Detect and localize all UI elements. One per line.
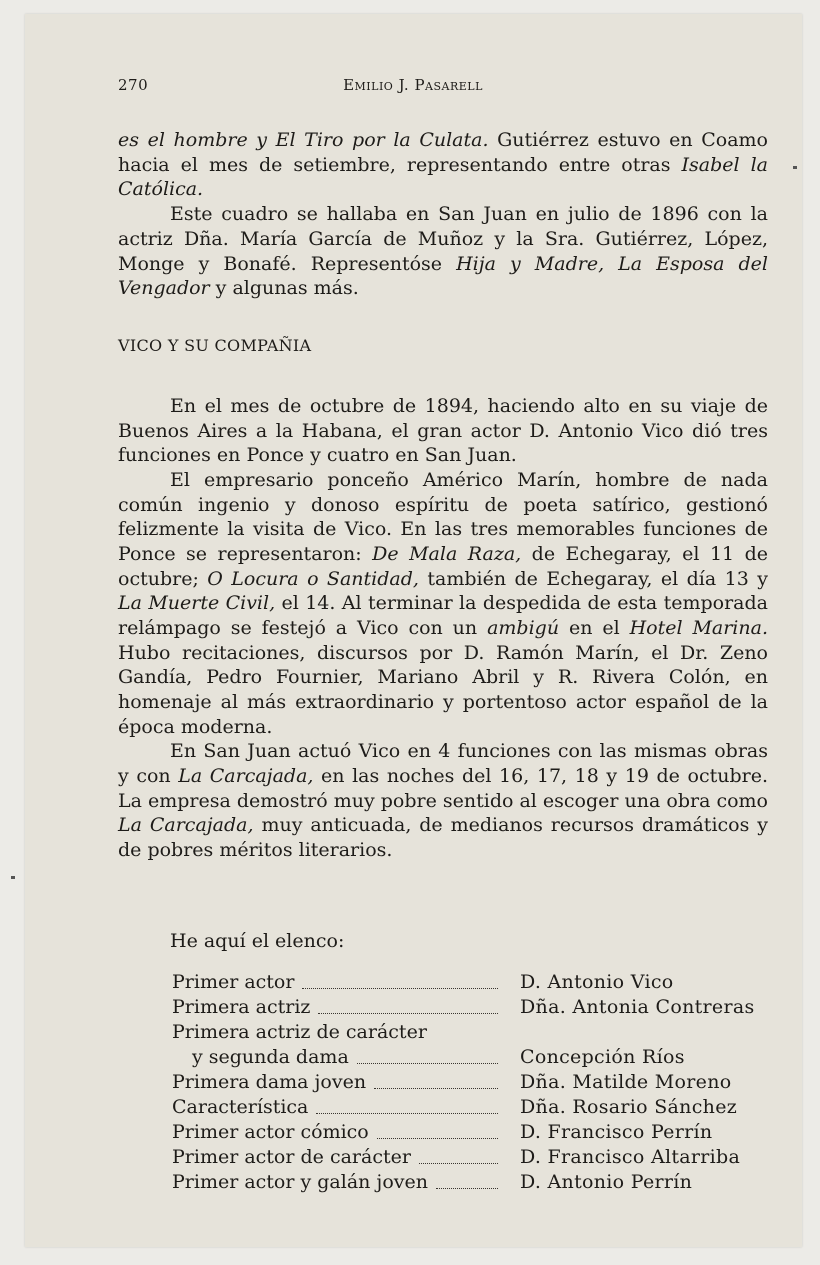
- italic-title: La Carcajada,: [178, 764, 314, 787]
- section-title: VICO Y SU COMPAÑIA: [118, 336, 312, 355]
- italic-title: O Locura o Santidad,: [207, 567, 419, 590]
- text-run: Hubo recitaciones, discursos por D. Ramón Marín, el Dr. Zeno Gandía, Pedro Fournier, Mariano Abril y R. Rivera Colón, en homenaje al más extraordinario y portentoso actor español de la época moderna.: [118, 641, 768, 738]
- leader-dots: [316, 1113, 498, 1114]
- leader-dots: [357, 1063, 498, 1064]
- text-run: en el: [559, 616, 630, 639]
- cast-row: [148, 1020, 778, 1045]
- running-head-author: Emilio J. Pasarell: [343, 76, 483, 94]
- cast-row: [148, 1170, 778, 1195]
- cast-role: Primera actriz de carácter: [172, 1021, 427, 1043]
- text-run: de Echegaray, el 11 de octubre;: [118, 542, 768, 590]
- cast-row: [148, 1145, 778, 1170]
- italic-title: ambigú: [487, 616, 560, 639]
- cast-row: [148, 1045, 778, 1070]
- cast-actor: Concepción Ríos: [520, 1046, 685, 1068]
- cast-actor: Dña. Antonia Contreras: [520, 996, 755, 1018]
- intro-text: [118, 128, 768, 301]
- italic-title: La Carcajada,: [118, 814, 254, 837]
- cast-role: y segunda dama: [192, 1046, 349, 1068]
- paragraph: [118, 202, 768, 301]
- italic-title: Isabel la Católica.: [118, 153, 769, 201]
- italic-title: De Mala Raza,: [372, 542, 522, 565]
- text-run: Gutiérrez estuvo en Coamo hacia el mes de setiembre, representando entre otras: [118, 129, 768, 176]
- cast-actor: D. Francisco Perrín: [520, 1121, 713, 1143]
- italic-title: Hija y Madre, La Esposa del Vengador: [118, 252, 768, 300]
- cast-role: Primera dama joven: [172, 1071, 367, 1093]
- paragraph: [118, 739, 768, 862]
- cast-row: [148, 1120, 778, 1145]
- text-run: Este cuadro se hallaba en San Juan en julio de 1896 con la actriz Dña. María García de Muñoz y la Sra. Gutiérrez, López, Monge y Bonafé. Representóse: [118, 203, 768, 275]
- cast-role: Característica: [172, 1096, 309, 1118]
- text-run: El empresario ponceño Américo Marín, hombre de nada común ingenio y donoso espíritu de poeta satírico, gestionó felizmente la visita de Vico. En las tres memorables funciones de Ponce se representaron:: [118, 468, 768, 565]
- running-header: [118, 76, 708, 100]
- text-run: muy anticuada, de medianos recursos dramáticos y de pobres méritos literarios.: [118, 814, 768, 861]
- cast-role: Primera actriz: [172, 996, 311, 1018]
- italic-title: Hotel Marina.: [629, 616, 768, 639]
- leader-dots: [318, 1013, 498, 1014]
- cast-role: Primer actor cómico: [172, 1121, 369, 1143]
- leader-dots: [436, 1188, 498, 1189]
- paragraph: [118, 468, 768, 739]
- text-run: el 14. Al terminar la despedida de esta temporada relámpago se festejó a Vico con un: [118, 592, 768, 639]
- cast-row: [148, 1095, 778, 1120]
- text-run: En el mes de octubre de 1894, haciendo alto en su viaje de Buenos Aires a la Habana, el gran actor D. Antonio Vico dió tres funciones en Ponce y cuatro en San Juan.: [118, 395, 768, 467]
- italic-title: es el hombre y El Tiro por la Culata.: [118, 129, 489, 151]
- cast-row: [148, 1070, 778, 1095]
- leader-dots: [377, 1138, 498, 1139]
- cast-actor: D. Antonio Vico: [520, 971, 674, 993]
- margin-mark: [11, 876, 15, 879]
- text-run: En San Juan actuó Vico en 4 funciones con las mismas obras y con: [118, 740, 768, 787]
- elenco-intro: He aquí el elenco:: [170, 930, 345, 952]
- section-body: [118, 394, 768, 862]
- text-run: y algunas más.: [209, 277, 359, 300]
- cast-actor: Dña. Matilde Moreno: [520, 1071, 732, 1093]
- paragraph: [118, 128, 768, 202]
- paragraph: [118, 394, 768, 468]
- cast-row: [148, 970, 778, 995]
- margin-mark: [793, 166, 797, 169]
- text-run: en las noches del 16, 17, 18 y 19 de octubre. La empresa demostró muy pobre sentido al escoger una obra como: [118, 764, 768, 812]
- cast-actor: D. Francisco Altarriba: [520, 1146, 741, 1168]
- cast-actor: D. Antonio Perrín: [520, 1171, 693, 1193]
- cast-actor: Dña. Rosario Sánchez: [520, 1096, 738, 1118]
- cast-role: Primer actor de carácter: [172, 1146, 411, 1168]
- leader-dots: [419, 1163, 498, 1164]
- cast-role: Primer actor y galán joven: [172, 1171, 428, 1193]
- cast-row: [148, 995, 778, 1020]
- italic-title: La Muerte Civil,: [118, 592, 276, 615]
- page-number: 270: [118, 76, 149, 94]
- leader-dots: [302, 988, 498, 989]
- leader-dots: [374, 1088, 498, 1089]
- text-run: también de Echegaray, el día 13 y: [418, 567, 768, 590]
- cast-list: [148, 970, 778, 1195]
- cast-role: Primer actor: [172, 971, 295, 993]
